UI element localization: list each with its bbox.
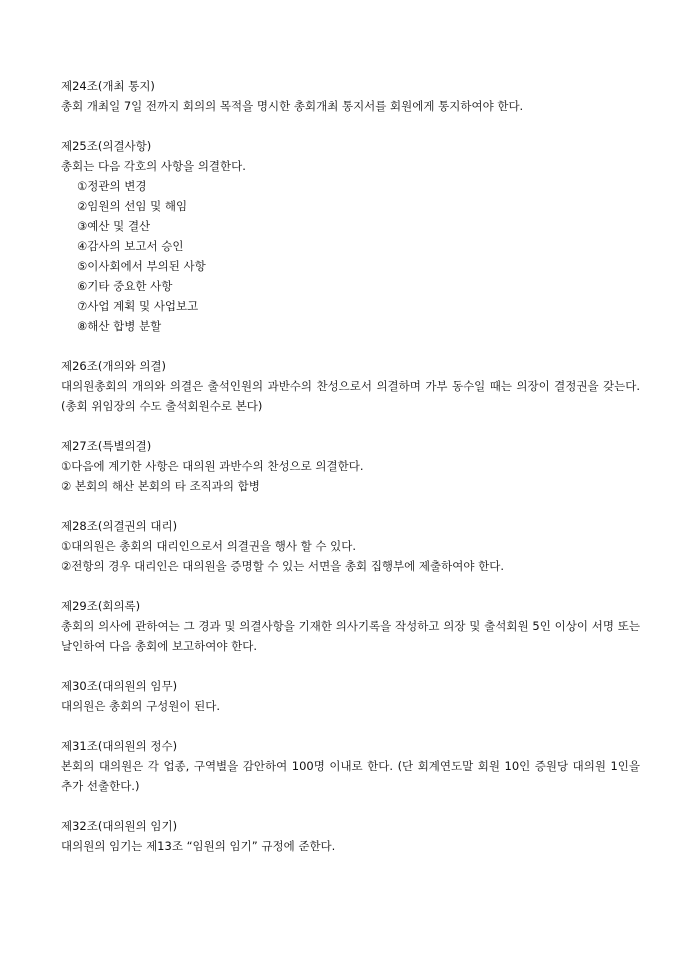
article-heading: 제27조(특별의결) [61,439,152,453]
article-text: 총회는 다음 각호의 사항을 의결한다. [61,159,246,173]
list-item: ③예산 및 결산 [77,219,151,233]
article-24 [61,76,640,116]
list-item: ⑦사업 계획 및 사업보고 [77,299,199,313]
list-item: ⑥기타 중요한 사항 [77,279,173,293]
article-27 [61,436,640,496]
article-25 [61,136,640,336]
article-paragraph: 본회의 대의원은 각 업종, 구역별을 감안하여 100명 이내로 한다. (단 회계연도말 회원 10인 증원당 대의원 1인을 추가 선출한다.) [61,759,640,793]
article-heading: 제32조(대의원의 임기) [61,819,178,833]
article-heading: 제26조(개의와 의결) [61,359,167,373]
article-29 [61,596,640,656]
article-28 [61,516,640,576]
article-31 [61,736,640,796]
list-item: ⑧해산 합병 분할 [77,319,162,333]
article-26 [61,356,640,416]
list-item: ④감사의 보고서 승인 [77,239,184,253]
article-text: ②전항의 경우 대리인은 대의원을 증명할 수 있는 서면을 총회 집행부에 제출하여야 한다. [61,559,504,573]
list-item: ①정관의 변경 [77,179,147,193]
article-text: ② 본회의 해산 본회의 타 조직과의 합병 [61,479,260,493]
article-text: 대의원의 임기는 제13조 “임원의 임기” 규정에 준한다. [61,839,336,853]
article-text: 총회 개최일 7일 전까지 회의의 목적을 명시한 총회개최 통지서를 회원에게 통지하여야 한다. [61,99,524,113]
article-heading: 제29조(회의록) [61,599,141,613]
article-30 [61,676,640,716]
list-item: ⑤이사회에서 부의된 사항 [77,259,206,273]
article-heading: 제28조(의결권의 대리) [61,519,178,533]
article-heading: 제30조(대의원의 임무) [61,679,178,693]
article-heading: 제24조(개최 통지) [61,79,155,93]
article-heading: 제25조(의결사항) [61,139,152,153]
article-heading: 제31조(대의원의 정수) [61,739,178,753]
item-list [61,176,640,336]
article-text: 대의원은 총회의 구성원이 된다. [61,699,221,713]
article-text: ①대의원은 총회의 대리인으로서 의결권을 행사 할 수 있다. [61,539,357,553]
article-32 [61,816,640,856]
article-text: ①다음에 계기한 사항은 대의원 과반수의 찬성으로 의결한다. [61,459,364,473]
article-paragraph: 대의원총회의 개의와 의결은 출석인원의 과반수의 찬성으로서 의결하며 가부 동수일 때는 의장이 결정권을 갖는다.(총회 위임장의 수도 출석회원수로 본다) [61,379,640,413]
article-paragraph: 총회의 의사에 관하여는 그 경과 및 의결사항을 기재한 의사기록을 작성하고 의장 및 출석회원 5인 이상이 서명 또는 날인하여 다음 총회에 보고하여야 한다. [61,619,640,653]
list-item: ②임원의 선임 및 해임 [77,199,188,213]
